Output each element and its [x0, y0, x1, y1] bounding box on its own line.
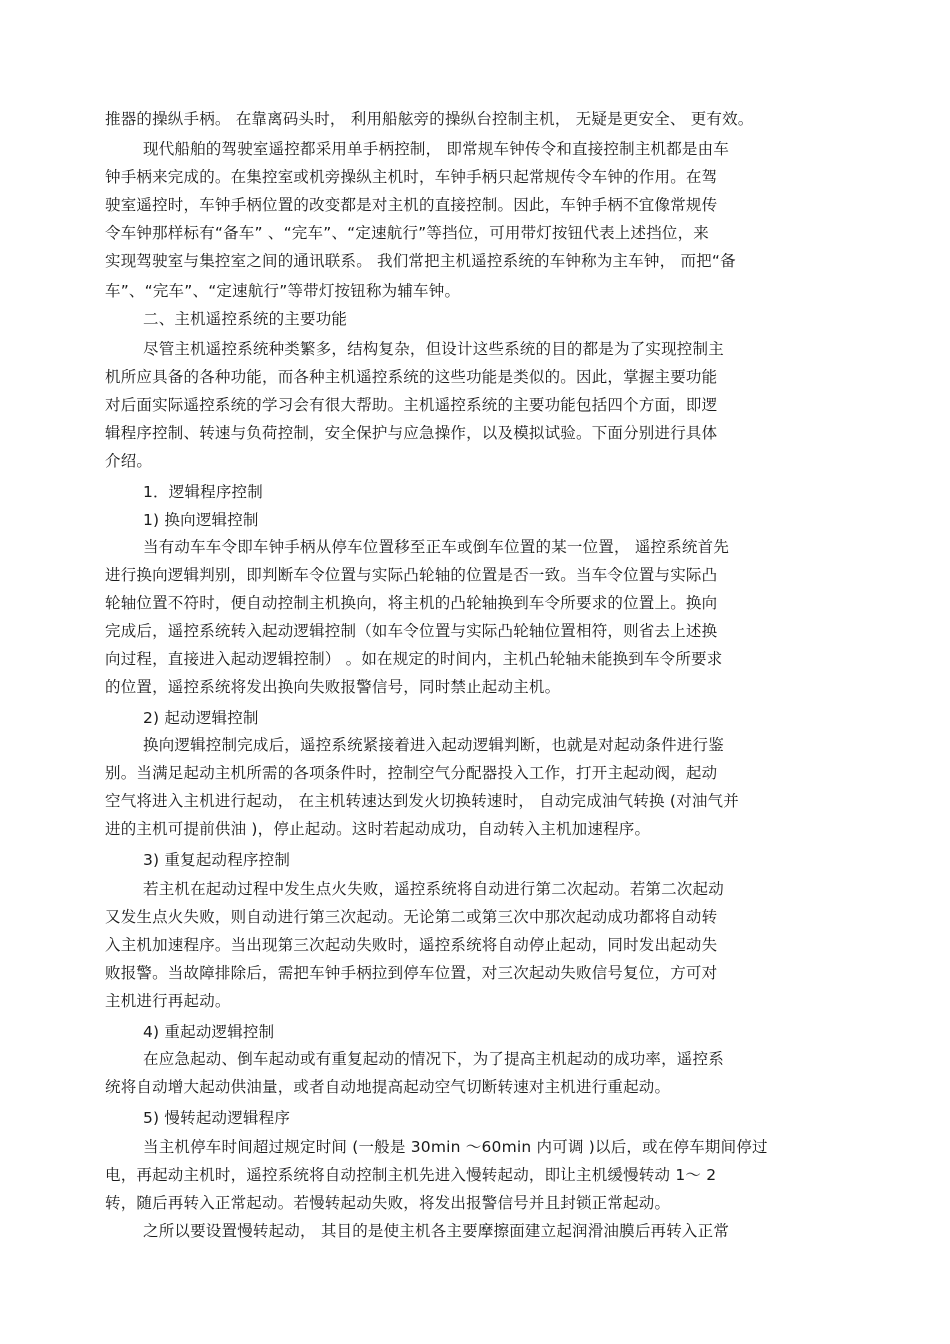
- text-line: 进行换向逻辑判别，即判断车令位置与实际凸轮轴的位置是否一致。当车令位置与实际凸: [105, 566, 718, 584]
- item-heading: 1) 换向逻辑控制: [143, 511, 259, 529]
- text-line: 的位置，遥控系统将发出换向失败报警信号，同时禁止起动主机。: [105, 678, 561, 696]
- text-line: 在应急起动、倒车起动或有重复起动的情况下，为了提高主机起动的成功率，遥控系: [143, 1050, 724, 1068]
- text-line: 现代船舶的驾驶室遥控都采用单手柄控制， 即常规车钟传令和直接控制主机都是由车: [143, 140, 730, 158]
- text-line: 之所以要设置慢转起动， 其目的是使主机各主要摩擦面建立起润滑油膜后再转入正常: [143, 1222, 730, 1240]
- text-line: 辑程序控制、转速与负荷控制，安全保护与应急操作，以及模拟试验。下面分别进行具体: [105, 424, 718, 442]
- text-line: 统将自动增大起动供油量，或者自动地提高起动空气切断转速对主机进行重起动。: [105, 1078, 671, 1096]
- text-line: 电，再起动主机时，遥控系统将自动控制主机先进入慢转起动，即让主机缓慢转动 1～ 2: [105, 1166, 717, 1184]
- text-line: 别。当满足起动主机所需的各项条件时，控制空气分配器投入工作，打开主起动阀，起动: [105, 764, 718, 782]
- text-line: 尽管主机遥控系统种类繁多，结构复杂，但设计这些系统的目的都是为了实现控制主: [143, 340, 724, 358]
- text-line: 败报警。当故障排除后，需把车钟手柄拉到停车位置，对三次起动失败信号复位，方可对: [105, 964, 718, 982]
- text-line: 进的主机可提前供油 )，停止起动。这时若起动成功，自动转入主机加速程序。: [105, 820, 651, 838]
- text-line: 令车钟那样标有“备车” 、“完车”、“定速航行”等挡位，可用带灯按钮代表上述挡位，来: [105, 224, 710, 242]
- text-line: 完成后，遥控系统转入起动逻辑控制（如车令位置与实际凸轮轴位置相符，则省去上述换: [105, 622, 718, 640]
- text-line: 实现驾驶室与集控室之间的通讯联系。 我们常把主机遥控系统的车钟称为主车钟， 而把“备: [105, 252, 736, 270]
- text-line: 推器的操纵手柄。 在靠离码头时， 利用船舷旁的操纵台控制主机， 无疑是更安全、 更有效。: [105, 110, 754, 128]
- text-line: 又发生点火失败，则自动进行第三次起动。无论第二或第三次中那次起动成功都将自动转: [105, 908, 718, 926]
- item-heading: 2) 起动逻辑控制: [143, 709, 259, 727]
- text-line: 若主机在起动过程中发生点火失败，遥控系统将自动进行第二次起动。若第二次起动: [143, 880, 724, 898]
- text-line: 向过程，直接进入起动逻辑控制） 。如在规定的时间内，主机凸轮轴未能换到车令所要求: [105, 650, 723, 668]
- item-heading: 3) 重复起动程序控制: [143, 851, 291, 869]
- text-line: 转，随后再转入正常起动。若慢转起动失败，将发出报警信号并且封锁正常起动。: [105, 1194, 671, 1212]
- text-line: 对后面实际遥控系统的学习会有很大帮助。主机遥控系统的主要功能包括四个方面，即逻: [105, 396, 718, 414]
- text-line: 机所应具备的各种功能，而各种主机遥控系统的这些功能是类似的。因此，掌握主要功能: [105, 368, 718, 386]
- text-line: 当主机停车时间超过规定时间 (一般是 30min ～60min 内可调 )以后，或在停车期间停过: [143, 1138, 768, 1156]
- text-line: 驶室遥控时，车钟手柄位置的改变都是对主机的直接控制。因此，车钟手柄不宜像常规传: [105, 196, 718, 214]
- text-line: 主机进行再起动。: [105, 992, 231, 1010]
- text-line: 换向逻辑控制完成后，遥控系统紧接着进入起动逻辑判断，也就是对起动条件进行鉴: [143, 736, 724, 754]
- text-line: 空气将进入主机进行起动， 在主机转速达到发火切换转速时， 自动完成油气转换 (对油气并: [105, 792, 739, 810]
- subsection-heading: 1．逻辑程序控制: [143, 483, 263, 501]
- text-line: 介绍。: [105, 452, 153, 470]
- text-line: 钟手柄来完成的。在集控室或机旁操纵主机时，车钟手柄只起常规传令车钟的作用。在驾: [105, 168, 718, 186]
- item-heading: 4) 重起动逻辑控制: [143, 1023, 275, 1041]
- text-line: 入主机加速程序。当出现第三次起动失败时，遥控系统将自动停止起动，同时发出起动失: [105, 936, 718, 954]
- text-line: 当有动车车令即车钟手柄从停车位置移至正车或倒车位置的某一位置， 遥控系统首先: [143, 538, 730, 556]
- text-line: 轮轴位置不符时，便自动控制主机换向，将主机的凸轮轴换到车令所要求的位置上。换向: [105, 594, 718, 612]
- section-heading: 二、主机遥控系统的主要功能: [143, 310, 348, 328]
- item-heading: 5) 慢转起动逻辑程序: [143, 1109, 291, 1127]
- text-line: 车”、“完车”、“定速航行”等带灯按钮称为辅车钟。: [105, 282, 461, 300]
